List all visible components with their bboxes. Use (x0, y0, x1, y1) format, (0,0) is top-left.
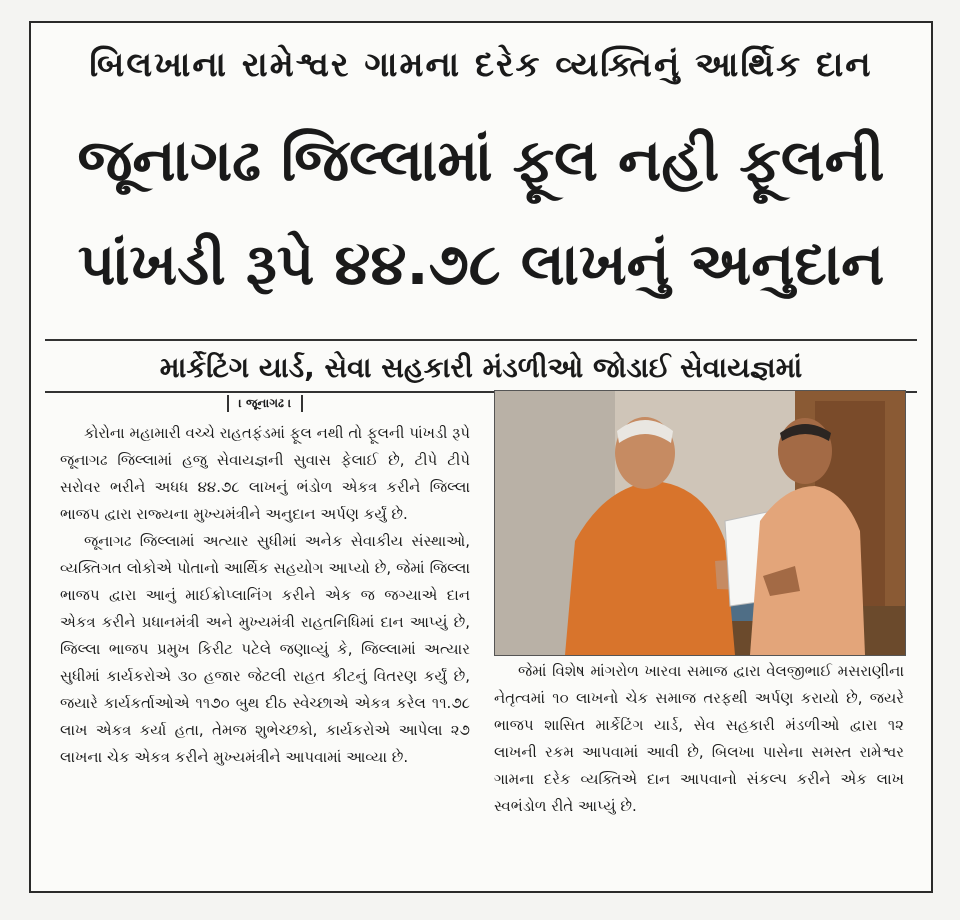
body-paragraph-2: જૂનાગઢ જિલ્લામાં અત્યાર સુધીમાં અનેક સેવાકીય સંસ્થાઓ, વ્યક્તિગત લોકોએ પોતાનો આર્થિક સહયોગ આપ્યો છે, જેમાં જિલ્લા ભાજપ દ્વારા આનું માઈક્રોપ્લાનિંગ કરીને એક જ જગ્યાએ દાન એકત્ર કરીને પ્રધાનમંત્રી અને મુખ્યમંત્રી રાહતનિધિમાં દાન આપ્યું છે, જિલ્લા ભાજપ પ્રમુખ કિરીટ પટેલે જણાવ્યું કે, જિલ્લામાં અત્યાર સુધીમાં કાર્યકરોએ ૩૦ હજાર જેટલી રાહત કીટનું વિતરણ કર્યું છે, જયારે કાર્યકર્તાઓએ ૧૧૭૦ બુથ દીઠ સ્વેચ્છાએ એકત્ર કરેલ ૧૧.૭૮ લાખ એકત્ર કર્યા હતા, તેમજ શુભેચ્છકો, કાર્યકરોએ આપેલા ૨૭ લાખના ચેક એકત્ર કરીને મુખ્યમંત્રીને આપવામાં આવ્યા છે. (60, 532, 470, 766)
subhead: માર્કેટિંગ યાર્ડ, સેવા સહકારી મંડળીઓ જોડાઈ સેવાયજ્ઞમાં (159, 351, 803, 384)
news-photo (494, 390, 906, 656)
headline-line-2: પાંખડી રૂપે ૪૪.૭૮ લાખનું અનુદાન (77, 230, 885, 298)
dateline: । જૂનાગઢ । (227, 395, 304, 412)
news-photo-illustration (495, 391, 905, 655)
headline-line-1: જૂનાગઢ જિલ્લામાં ફૂલ નહી ફૂલની (77, 126, 885, 194)
kicker: બિલખાના રામેશ્વર ગામના દરેક વ્યક્તિનું આર્થિક દાન (89, 45, 873, 85)
article-column-right (494, 658, 904, 878)
body-paragraph-1: કોરોના મહામારી વચ્ચે રાહતફંડમાં ફૂલ નથી તો ફૂલની પાંખડી રૂપે જૂનાગઢ જિલ્લામાં હજુ સેવાયજ્ઞની સુવાસ ફેલાઈ છે, ટીપે ટીપે સરોવર ભરીને અધધ ૪૪.૭૮ લાખનું ભંડોળ એકત્ર કરીને જિલ્લા ભાજપ દ્વારા રાજ્યના મુખ્યમંત્રીને અનુદાન અર્પણ કર્યું છે. (60, 424, 470, 523)
body-paragraph-3: જેમાં વિશેષ માંગરોળ ખારવા સમાજ દ્વારા વેલજીભાઈ મસરાણીના નેતૃત્વમાં ૧૦ લાખનો ચેક સમાજ તરફથી અર્પણ કરાયો છે, જયરે ભાજપ શાસિત માર્કેટિંગ યાર્ડ, સેવ સહકારી મંડળીઓ દ્વારા ૧૨ લાખની રકમ આપવામાં આવી છે, બિલખા પાસેના સમસ્ત રામેશ્વર ગામના દરેક વ્યક્તિએ દાન આપવાનો સંકલ્પ કરીને એક લાખ સ્વભંડોળ રીતે આપ્યું છે. (494, 662, 904, 815)
subhead-rule-top (45, 339, 917, 341)
article-column-left (60, 392, 470, 870)
